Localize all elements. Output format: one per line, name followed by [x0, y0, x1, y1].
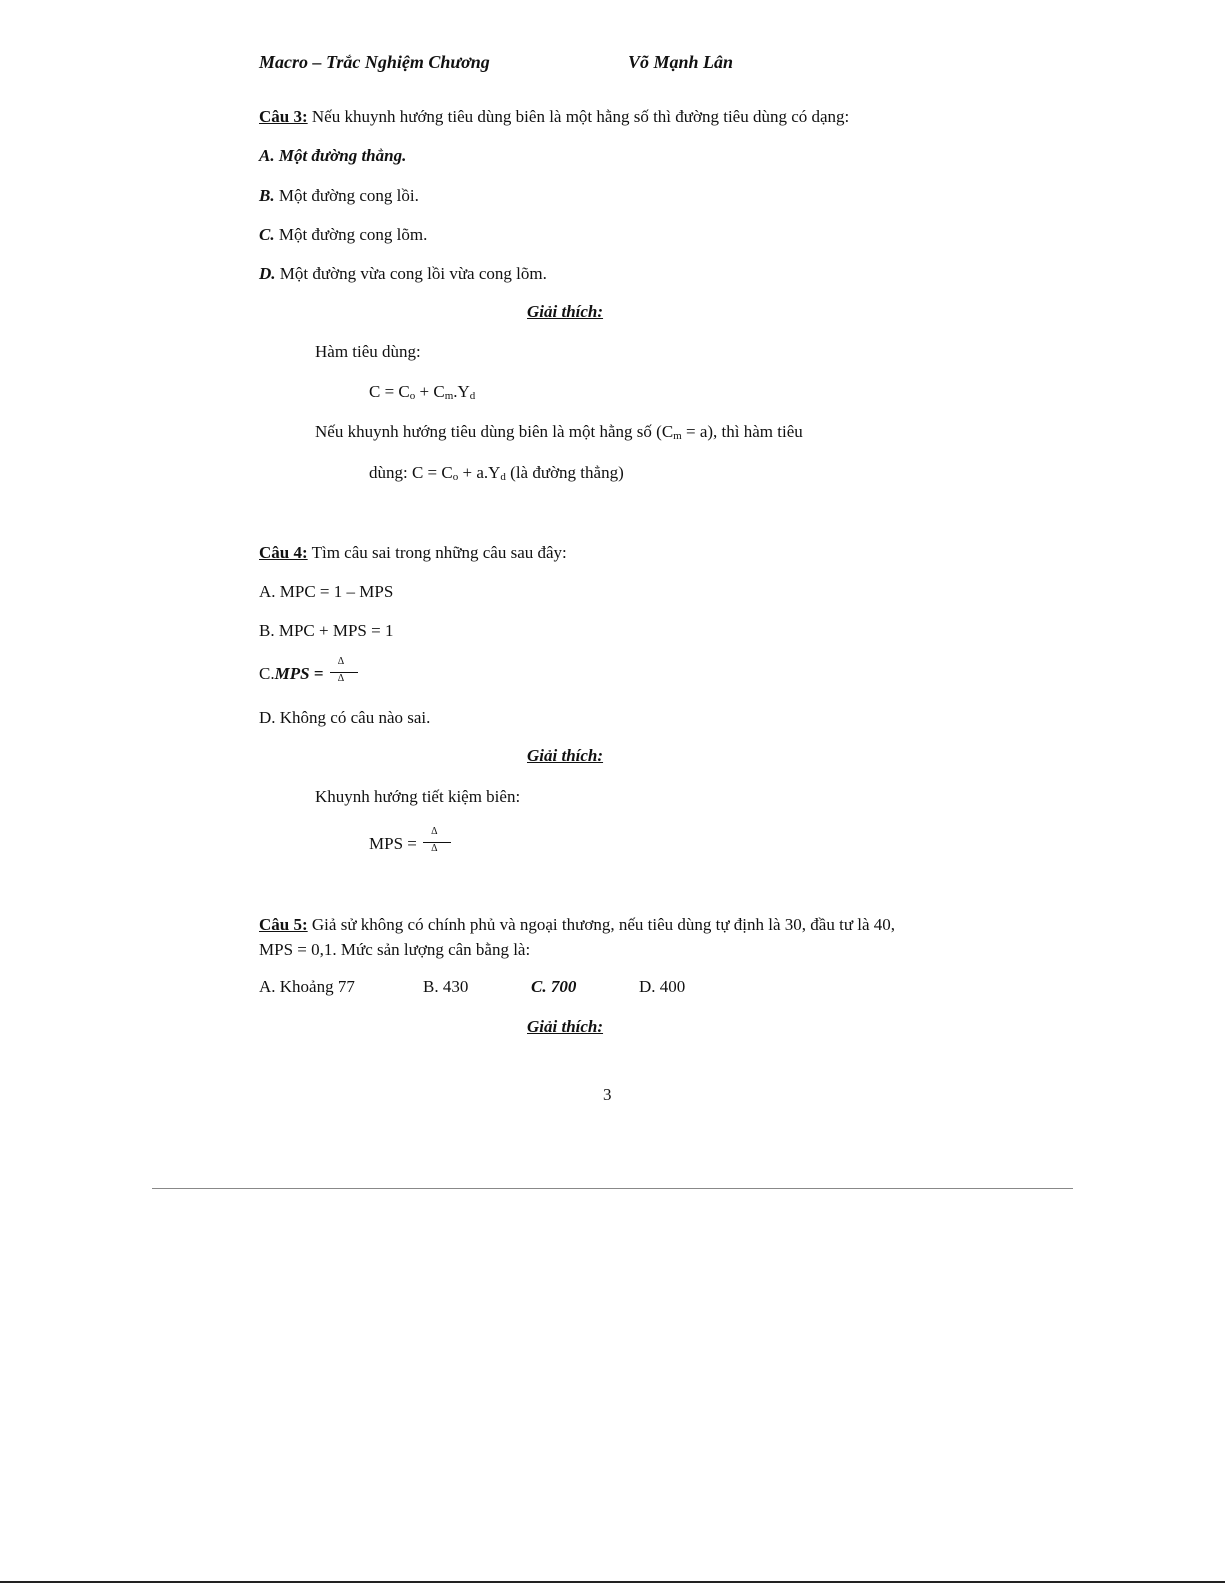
question-4-label: Câu 4:	[259, 543, 308, 562]
formula-sub: m	[444, 390, 454, 402]
formula-sub: d	[469, 390, 476, 402]
formula-part: + C	[415, 382, 445, 401]
q5-option-d: D. 400	[639, 977, 686, 996]
q4-fraction	[328, 656, 358, 690]
question-3-text: Nếu khuynh hướng tiêu dùng biên là một hằng số thì đường tiêu dùng có dạng:	[307, 107, 850, 126]
q3-explanation-title: Giải thích:	[527, 302, 604, 321]
q3-option-b-text: Một đường cong lồi.	[274, 186, 419, 205]
question-3-label: Câu 3:	[259, 107, 308, 126]
text-part: + a.Y	[458, 463, 501, 482]
q3-option-d-letter: D.	[259, 264, 276, 283]
q3-option-d	[259, 264, 547, 284]
page-number: 3	[603, 1085, 612, 1104]
q4-option-b: B. MPC + MPS = 1	[259, 621, 394, 640]
text-sub: m	[673, 430, 682, 442]
q3-explanation-line4	[369, 463, 624, 483]
question-5	[259, 915, 895, 935]
q4-mps-formula	[369, 826, 451, 860]
text-sub: o	[452, 471, 459, 483]
q4-option-a: A. MPC = 1 – MPS	[259, 582, 394, 601]
question-4-text: Tìm câu sai trong những câu sau đây:	[307, 543, 567, 562]
question-3	[259, 107, 849, 127]
q3-explanation-line1: Hàm tiêu dùng:	[315, 342, 421, 361]
q4-explanation-title: Giải thích:	[527, 746, 604, 765]
fraction-numerator: Δ	[337, 656, 345, 667]
q3-option-b	[259, 186, 419, 206]
q3-option-d-text: Một đường vừa cong lồi vừa cong lõm.	[275, 264, 547, 283]
formula-sub: o	[409, 390, 416, 402]
q5-explanation-title: Giải thích:	[527, 1017, 604, 1036]
fraction-denominator: Δ	[337, 673, 345, 684]
q4-option-c-mps: MPS =	[274, 663, 328, 683]
q3-option-c-text: Một đường cong lõm.	[274, 225, 428, 244]
q3-option-a: A. Một đường thẳng.	[259, 146, 407, 165]
question-5-text: Giả sử không có chính phủ và ngoại thương, nếu tiêu dùng tự định là 30, đầu tư là 40,	[307, 915, 896, 934]
page-divider	[152, 1188, 1073, 1189]
q3-explanation-line3	[315, 422, 803, 442]
q5-option-a: A. Khoảng 77	[259, 977, 355, 996]
q5-option-b: B. 430	[423, 977, 469, 996]
q5-option-c: C. 700	[531, 977, 577, 996]
q4-option-c-letter: C.	[259, 663, 275, 683]
fraction-denominator: Δ	[431, 843, 438, 854]
bottom-border	[0, 1581, 1225, 1583]
header-title: Macro – Trắc Nghiệm Chương	[259, 52, 490, 72]
q4-explanation-line1: Khuynh hướng tiết kiệm biên:	[315, 787, 521, 806]
text-part: dùng: C = C	[369, 463, 453, 482]
q3-option-c-letter: C.	[259, 225, 275, 244]
question-5-label: Câu 5:	[259, 915, 308, 934]
q3-option-c	[259, 225, 427, 245]
question-4	[259, 543, 567, 563]
q3-option-b-letter: B.	[259, 186, 275, 205]
text-part: (là đường thẳng)	[505, 463, 624, 482]
q4-option-d: D. Không có câu nào sai.	[259, 708, 431, 727]
formula-part: C = C	[369, 382, 410, 401]
text-sub: d	[500, 471, 506, 483]
q4-option-c	[259, 656, 358, 690]
formula-part: MPS =	[369, 833, 422, 853]
text-part: Nếu khuynh hướng tiêu dùng biên là một hằng số (C	[315, 422, 674, 441]
q4-explanation-fraction	[421, 826, 451, 860]
question-5-text-line2: MPS = 0,1. Mức sản lượng cân bằng là:	[259, 940, 531, 959]
q3-consumption-formula	[369, 382, 475, 402]
header-author: Võ Mạnh Lân	[628, 52, 734, 72]
text-part: = a), thì hàm tiêu	[681, 422, 803, 441]
fraction-numerator: Δ	[431, 826, 438, 837]
formula-part: .Y	[453, 382, 470, 401]
